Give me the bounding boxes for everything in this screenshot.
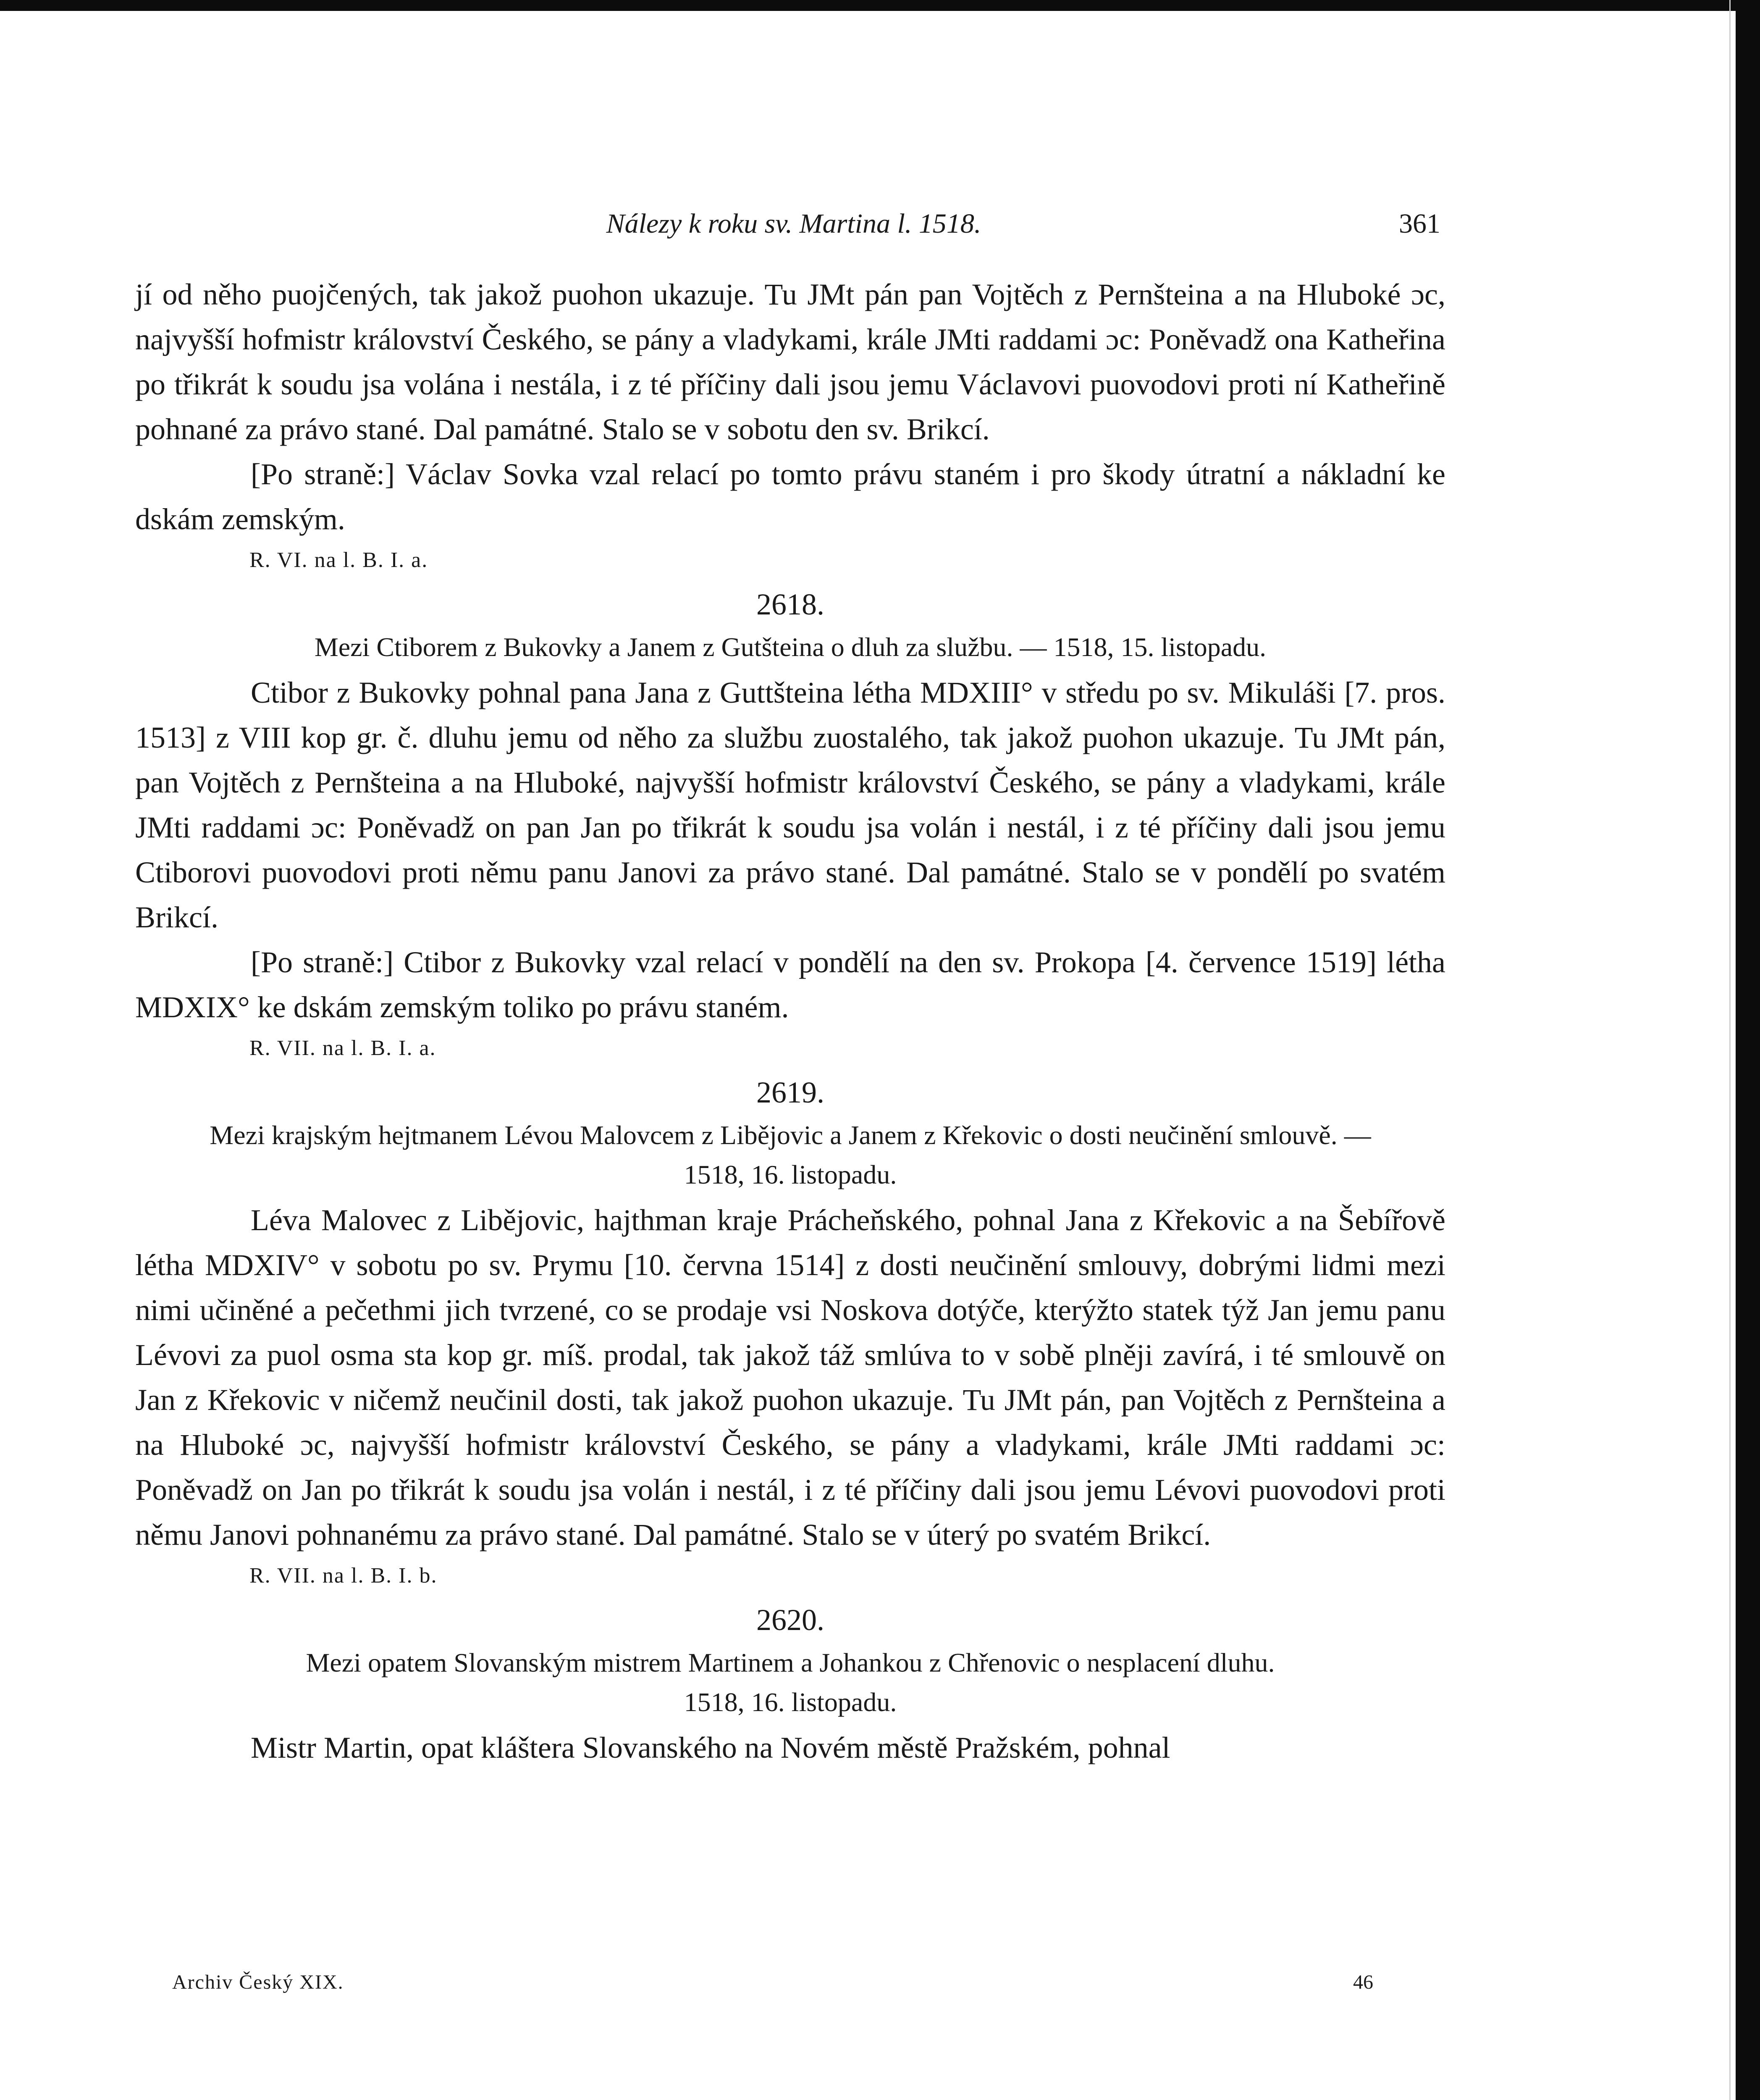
page-footer bbox=[172, 1966, 1373, 1999]
page-edge-line bbox=[1729, 0, 1731, 2100]
entry-number-2620: 2620. bbox=[756, 1603, 824, 1637]
entry-summary-2620-date: 1518, 16. listopadu. bbox=[684, 1687, 897, 1717]
page-body bbox=[135, 272, 1445, 1770]
entry-summary-2620: Mezi opatem Slovanským mistrem Martinem a Johankou z Chřenovic o nesplacení dluhu. bbox=[306, 1648, 1275, 1677]
entry-text-2620: Mistr Martin, opat kláštera Slovanského na Novém městě Pražském, pohnal bbox=[251, 1731, 1170, 1764]
source-reference-2618: R. VII. na l. B. I. a. bbox=[249, 1036, 436, 1060]
source-reference: R. VI. na l. B. I. a. bbox=[249, 548, 428, 572]
margin-note: [Po straně:] Václav Sovka vzal relací po tomto právu staném i pro škody útratní a nákladní ke dskám zemským. bbox=[135, 457, 1445, 536]
margin-note-2618: [Po straně:] Ctibor z Bukovky vzal relací v pondělí na den sv. Prokopa [4. července 1519] létha MDXIX° ke dskám zemským toliko po právu staném. bbox=[135, 945, 1445, 1024]
entry-number-2619: 2619. bbox=[756, 1076, 824, 1109]
entry-text-2619: Léva Malovec z Libějovic, hajthman kraje Prácheňského, pohnal Jana z Křekovic a na Šebířově létha MDXIV° v sobotu po sv. Prymu [10. června 1514] z dosti neučinění smlouvy, dobrými lidmi mezi nimi učiněné a pečethmi jich tvrzené, co se prodaje vsi Noskova dotýče, kterýžto statek týž Jan jemu panu Lévovi za puol osma sta kop gr. míš. prodal, tak jakož táž smlúva to v sobě plněji zavírá, i té smlouvě on Jan z Křekovic v ničemž neučinil dosti, tak jakož puohon ukazuje. Tu JMt pán, pan Vojtěch z Pernšteina a na Hluboké ɔc, najvyšší hofmistr království Českého, se pány a vladykami, krále JMti raddami ɔc: Poněvadž on Jan po třikrát k soudu jsa volán i nestál, i z té příčiny dali jsou jemu Lévovi puovodovi proti němu Janovi pohnanému za právo stané. Dal památné. Stalo se v úterý po svatém Brikcí. bbox=[135, 1203, 1445, 1551]
entry-summary-2618: Mezi Ctiborem z Bukovky a Janem z Gutšteina o dluh za službu. — 1518, 15. listopadu. bbox=[314, 632, 1267, 662]
entry-number-2618: 2618. bbox=[756, 588, 824, 621]
signature-mark: 46 bbox=[1353, 1971, 1373, 1993]
continued-paragraph: jí od něho puojčených, tak jakož puohon ukazuje. Tu JMt pán pan Vojtěch z Pernšteina a na Hluboké ɔc, najvyšší hofmistr království Českého, se pány a vladykami, krále JMti raddami ɔc: Poněvadž ona Katheřina po třikrát k soudu jsa volána i nestála, i z té příčiny dali jsou jemu Václavovi puovodovi proti ní Katheřině pohnané za právo stané. Dal památné. Stalo se v sobotu den sv. Brikcí. bbox=[135, 278, 1445, 446]
scan-border-right bbox=[1736, 0, 1760, 2100]
entry-text-2618: Ctibor z Bukovky pohnal pana Jana z Guttšteina létha MDXIII° v středu po sv. Mikuláši [7. pros. 1513] z VIII kop gr. č. dluhu jemu od něho za službu zuostalého, tak jakož puohon ukazuje. Tu JMt pán, pan Vojtěch z Pernšteina a na Hluboké, najvyšší hofmistr království Českého, se pány a vladykami, krále JMti raddami ɔc: Poněvadž on pan Jan po třikrát k soudu jsa volán i nestál, i z té příčiny dali jsou jemu Ctiborovi puovodovi proti němu panu Janovi za právo stané. Dal památné. Stalo se v pondělí po svatém Brikcí. bbox=[135, 676, 1445, 934]
volume-title: Archiv Český XIX. bbox=[172, 1971, 344, 1993]
page-header bbox=[139, 201, 1449, 247]
scan-border-top bbox=[0, 0, 1760, 11]
entry-summary-2619: Mezi krajským hejtmanem Lévou Malovcem z Libějovic a Janem z Křekovic o dosti neučinění smlouvě. — 1518, 16. listopadu. bbox=[210, 1120, 1371, 1189]
running-title: Nálezy k roku sv. Martina l. 1518. bbox=[606, 208, 981, 239]
source-reference-2619: R. VII. na l. B. I. b. bbox=[249, 1564, 438, 1588]
page-number: 361 bbox=[1399, 208, 1440, 239]
